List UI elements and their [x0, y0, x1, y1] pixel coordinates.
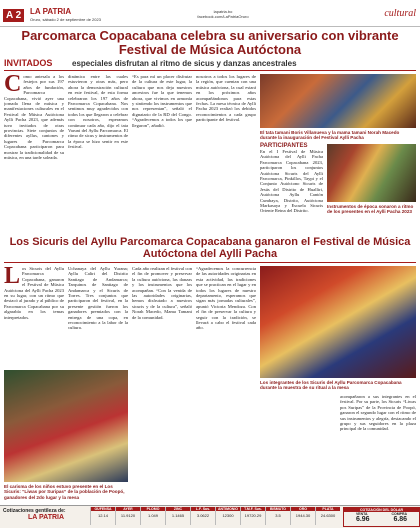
rate-item: ANTIMONIO 12300 [215, 507, 240, 525]
rates-strip [90, 507, 340, 525]
story1-kicker: INVITADOS [4, 58, 53, 68]
story1-photo [260, 74, 416, 128]
story2-column-4: “Agradecemos la concurrencia de las autoridades originarias en esta actividad, las tradiciones que se practican en el lugar y en todos los lugares de nuestro departamento, esperamos que sigan más jornadas culturales”, apuntó Victoria Mendoza. Con el fin de preservar la cultura y seguir con la tradición, se llevará a cabo el festival cada año. [196, 266, 256, 331]
web-info [183, 9, 263, 19]
participants-box [260, 143, 323, 229]
participants-heading: PARTICIPANTES [260, 143, 308, 149]
story1-photo-2 [327, 144, 416, 202]
web-label: lapatria.bo [213, 9, 233, 14]
rate-item: AYER 11.9120 [115, 507, 140, 525]
rate-item: PLOMO 1.049 [140, 507, 165, 525]
dollar-quote [343, 507, 420, 527]
web-sub: facebook.com/LaPatriaOruro [197, 14, 249, 19]
story1-photo2-caption: Instrumentos de época sonaron a ritmo de los presentes en el Aylli Pacha 2023 [327, 204, 414, 215]
dollar-sell-value: 6.96 [355, 516, 370, 523]
drop-cap: C [4, 74, 22, 97]
page-number: A 2 [3, 9, 24, 22]
story1-kicker-sub: especiales disfrutan al ritmo de sicus y danzas ancestrales [72, 59, 297, 68]
story2-column-5: acompañaron a sus integrantes en el festival. Por su parte, los Sicuris “Liwas pos Suripas” de la Provincia de Poopó, ganaron el segundo lugar con el ritmo de sus instrumentos y alegría, destacando el grupo y sus seguidores en la plaza principal de la comunidad. [340, 394, 416, 432]
rate-item: OUFENSA 12.14 [90, 507, 115, 525]
story1-column-4: nosotros a todos los lugares de la región, que cuentan con una música autóctona, la cual estará en los próximos años acompañándonos para estas fechas. La mesa técnica de Aylli Pacha 2023 realizó los debidos reconocimientos a cada grupo participante del festival. [196, 74, 256, 123]
dollar-quote-values [344, 516, 419, 523]
footer-logo: LA PATRIA [28, 514, 65, 521]
story2-column-3: Cada año realizan el festival con el fin de promover y preservar la cultura autóctona, las danzas y los instrumentos que los acompañan. “Con la venida de las autoridades originarias, hemos disfrutado a nuestros sicuris y de la cultura”, señaló Norah Macedo, Mama Tamani de la comunidad. [132, 266, 192, 320]
footer-label: Cotizaciones gentileza de: [3, 508, 66, 514]
story2-photo-caption: El carisma de los niños estuvo presente en el Los Sicuris: “Liwas por Suripas” de la población de Poopó, ganadores del 2do lugar y la mesa [4, 484, 125, 500]
rate-item: T.M.F. Sus. 19720.29 [240, 507, 265, 525]
drop-cap: L [4, 266, 21, 289]
rate-item: PLATA 24.6300 [315, 507, 340, 525]
divider [4, 70, 416, 71]
dollar-buy-value: 6.86 [393, 516, 408, 523]
story1-photo-caption: El tata tamani Boris Villanueva y la mama tamani Norah Macedo durante la inauguración del Festival Aylli Pacha [260, 130, 400, 141]
rate-item: ZINC 1.1465 [165, 507, 190, 525]
rate-item: BISMUTO 3.5 [265, 507, 290, 525]
rate-item: L.F. Sus. 3.0622 [190, 507, 215, 525]
story2-headline: Los Sicuris del Ayllu Parcomarca Copacabana ganaron el Festival de Música Autóctona del Aylli Pacha [9, 236, 411, 260]
story2-column-1: Los Sicuris del Ayllu Parcomarca Copacabana, ganaron el Festival de Música Autóctona del Aylli Pacha 2023 en su lugar, con un ritmo que destacó al jurado y al público de Parcomarca Copacabana por su algarabía en los temas interpretados. [4, 266, 64, 320]
story2-photo [4, 370, 128, 482]
edition-date: Oruro, sábado 2 de septiembre de 2023 [30, 17, 101, 22]
story1-headline: Parcomarca Copacabana celebra su aniversario con vibrante Festival de Música Autóctona [21, 28, 399, 57]
masthead-logo: LA PATRIA [30, 7, 72, 16]
divider [4, 262, 416, 263]
participants-text: En el I Festival de Música Autóctona del Aylli Pacha Parcomarca Copacabana 2023, participaron los conjuntos Autóctona Sicuris del Aylli Parcomarca, Pinkillos, Taypi y el Conjunto Autóctono Sicuris de Jesús del Distrito de Hualliri, Autóctona Ayllu Cantón Cumbaya, Distrito, Autóctona Markasaya y Escuela Sicuris Oriente Reina del Distrito. [260, 149, 323, 214]
rate-item: ORO 1944.30 [290, 507, 315, 525]
dollar-quote-heading: COTIZACIÓN DEL DÓLAR [344, 508, 419, 512]
section-label: cultural [384, 8, 416, 19]
dollar-quote-labels: VENTA COMPRA [355, 512, 408, 516]
story2-photo2-caption: Los integrantes de los Sicuris del Ayllu Parcomarca Copacabana durante la muestra de su ritual a la mesa [260, 380, 402, 391]
story2-photo-2 [260, 266, 416, 378]
story1-column-3: “Es para mí un placer disfrutar de la cultura de este lugar, la cultura que nos deja nuestros ancestros fue la que tenemos ahora, que vivimos en armonía y sintiendo los instrumentos que nos representan”, señaló el dignatario de la RD del Congo. “Agradecemos a todos los que llegaron”, añadió. [132, 74, 192, 128]
story1-column-1: Como antesala a los festejos por sus 197 años de fundación, Parcomarca Copacabana, vivió ayer una jornada llena de música y manifestaciones culturales en el Festival de Música Autóctona Aylli Pacha 2023, que además tuvo invitados de otras provincias. Siete conjuntos de diferentes ayllus, cantones y lugares de Parcomarca Copacabana participaron para mostrar la tradicionalidad de su música, en una tarde soleada. [4, 74, 64, 161]
story2-column-2: Uchanaya del Ayllu Yurana; Ayllu Caliri del Distrito Santiago de Andamarca; Tarquinos de Santiago de Andamarca y el Sicuris de Torres. Tres conjuntos que participaron del festival, en la presente gestión fueron los ganadores premiados con la entrega de una copa, en reconocimiento a la labor de la cultura. [68, 266, 128, 331]
story1-column-2: dinámica entre las cuales estuvieron y otras más, pero ahora la demostración cultural en este festival, de esta forma celebraron los 197 años de Parcomarca Copacabana. Nos sentimos muy agradecidos con todos los que llegaron a celebrar con nosotros, esperamos continuar cada año, dijo el tata Varuni del Ayllu Parcomarca. El ritmo de sicus y instrumentos de la época se hizo sentir en este festival. [68, 74, 128, 150]
